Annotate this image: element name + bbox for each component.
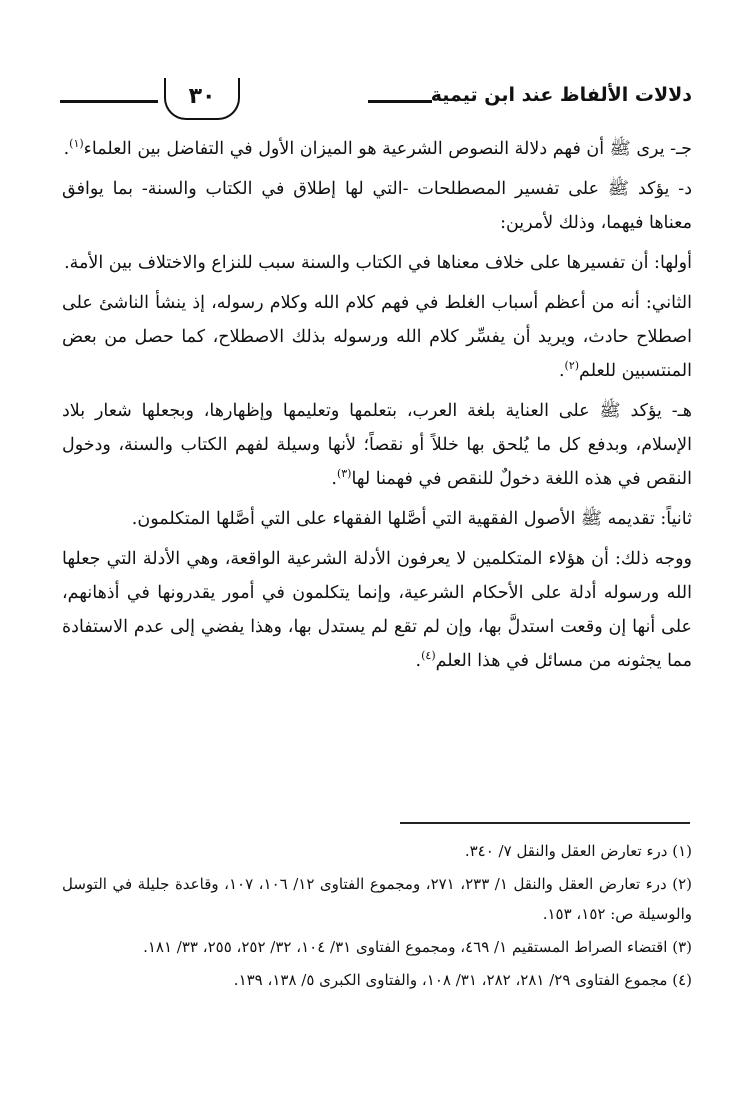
- paragraph-j-text: جـ- يرى ﷺ أن فهم دلالة النصوص الشرعية هو الميزان الأول في التفاضل بين العلماء: [83, 139, 692, 159]
- paragraph-explanation-text: ووجه ذلك: أن هؤلاء المتكلمين لا يعرفون الأدلة الشرعية الواقعة، وهي الأدلة التي جعلها الله ورسوله أدلة على الأحكام الشرعية، وإنما يتكلمون في أمور يقدرونها في أذهانهم، على أنها إن وقعت استدلَّ بها، وإن لم تقع لم يستدل بها، وهذا يفضي إلى عدم الاستفادة مما يجثونه من مسائل في هذا العلم: [62, 549, 692, 671]
- paragraph-h-end: .: [331, 469, 337, 489]
- paragraph-d: د- يؤكد ﷺ على تفسير المصطلحات -التي لها إطلاق في الكتاب والسنة- بما يوافق معناها فيهما، وذلك لأمرين:: [62, 179, 692, 233]
- paragraph-second-reason: [62, 286, 692, 388]
- paragraph-j: [62, 132, 692, 166]
- header-rule-right: [368, 100, 432, 103]
- footnote-1: (١) درء تعارض العقل والنقل ٧/ ٣٤٠.: [464, 842, 692, 860]
- footnote-4: (٤) مجموع الفتاوى ٢٩/ ٢٨١، ٢٨٢، ٣١/ ١٠٨، والفتاوى الكبرى ٥/ ١٣٨، ١٣٩.: [233, 971, 692, 989]
- footnote-ref-2[interactable]: (٢): [564, 359, 580, 373]
- paragraph-h: [62, 394, 692, 496]
- footnotes: [62, 836, 692, 998]
- running-title: دلالات الألفاظ عند ابن تيمية: [430, 84, 692, 106]
- paragraph-h-text: هـ- يؤكد ﷺ على العناية بلغة العرب، بتعلمها وتعليمها وإظهارها، وبجعلها شعار بلاد الإسلام، وبدفع كل ما يُلحق بها خللاً أو نقصاً؛ لأنها وسيلة لفهم الكتاب والسنة، ودخول النقص في هذه اللغة دخولٌ للنقص في فهمنا لها: [62, 401, 692, 489]
- footnote-ref-4[interactable]: (٤): [421, 649, 436, 663]
- paragraph-second-reason-end: .: [558, 361, 565, 381]
- paragraph-second-point: ثانياً: تقديمه ﷺ الأصول الفقهية التي أصَّلها الفقهاء على التي أصَّلها المتكلمون.: [131, 509, 692, 529]
- footnote-ref-1[interactable]: (١): [69, 137, 84, 151]
- page-header: [60, 78, 692, 122]
- paragraph-j-end: .: [63, 139, 70, 159]
- paragraph-explanation-end: .: [415, 651, 422, 671]
- paragraph-second-reason-text: الثاني: أنه من أعظم أسباب الغلط في فهم كلام الله وكلام رسوله، إذ ينشأ الناشئ على اصطلاح حادث، ويريد أن يفسِّر كلام الله ورسوله بذلك الاصطلاح، كما حصل من بعض المنتسبين للعلم: [62, 293, 692, 381]
- footnote-3: (٣) اقتضاء الصراط المستقيم ١/ ٤٦٩، ومجموع الفتاوى ٣١/ ١٠٤، ٣٢/ ٢٥٢، ٢٥٥، ٣٣/ ١٨١.: [143, 938, 692, 956]
- header-rule-left: [60, 100, 158, 103]
- footnote-ref-3[interactable]: (٣): [336, 467, 352, 481]
- paragraph-explanation: [62, 542, 692, 678]
- footnote-2: (٢) درء تعارض العقل والنقل ١/ ٢٣٣، ٢٧١، ومجموع الفتاوى ١٢/ ١٠٦، ١٠٧، وقاعدة جليلة في التوسل والوسيلة ص: ١٥٢، ١٥٣.: [62, 875, 693, 923]
- footnote-separator: [400, 822, 690, 824]
- main-text: [62, 132, 692, 684]
- paragraph-first-reason: أولها: أن تفسيرها على خلاف معناها في الكتاب والسنة سبب للنزاع والاختلاف بين الأمة.: [64, 253, 692, 273]
- page-number: ٣٠: [164, 78, 240, 120]
